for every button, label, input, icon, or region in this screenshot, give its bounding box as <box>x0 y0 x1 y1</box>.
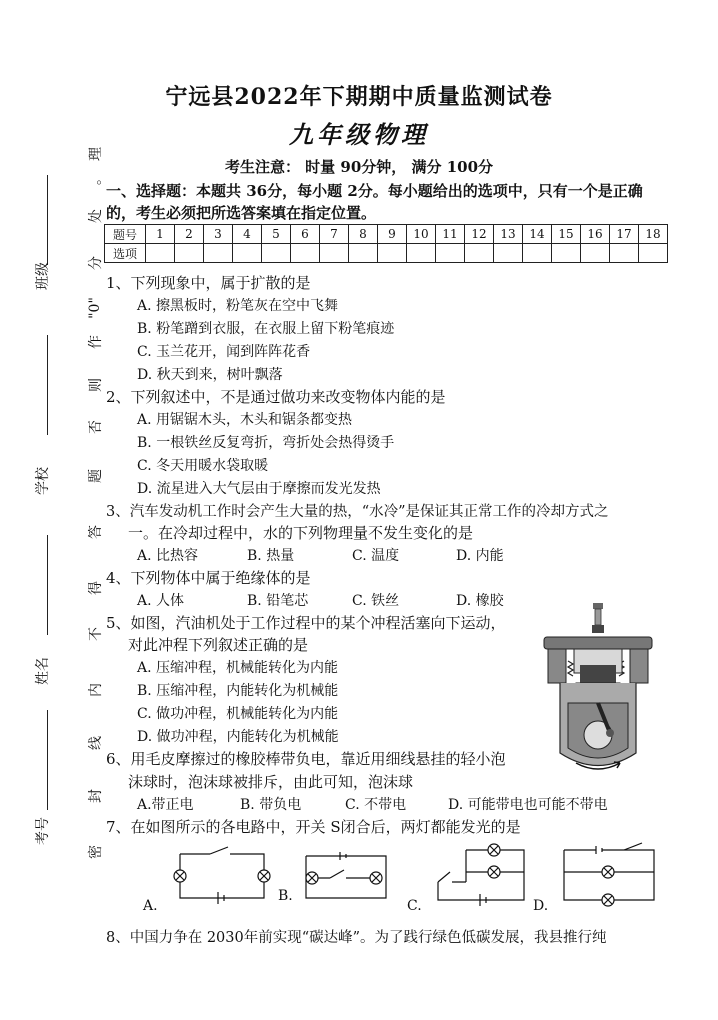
engine-diagram <box>538 603 658 775</box>
row-label: 选项 <box>105 244 146 263</box>
seal-char: 得 <box>88 581 104 595</box>
question-number-cell: 13 <box>494 225 523 244</box>
answer-cell[interactable] <box>233 244 262 263</box>
answer-cell[interactable] <box>146 244 175 263</box>
seal-char: 。 <box>88 171 104 185</box>
answer-cell[interactable] <box>349 244 378 263</box>
option: B. <box>278 888 293 904</box>
binding-line-1 <box>47 175 48 265</box>
answer-cell[interactable] <box>204 244 233 263</box>
circuit-diagram-d <box>558 842 662 908</box>
answer-table <box>104 224 668 263</box>
exam-no-label: 考号 <box>35 817 51 845</box>
option: D. 内能 <box>456 548 504 564</box>
option: B. 带负电 <box>240 797 302 813</box>
answer-cell[interactable] <box>465 244 494 263</box>
question-number-cell: 8 <box>349 225 378 244</box>
question-number-cell: 9 <box>378 225 407 244</box>
option: B. 一根铁丝反复弯折，弯折处会热得烫手 <box>137 435 395 451</box>
question-number-cell: 11 <box>436 225 465 244</box>
option: C. 温度 <box>352 548 400 564</box>
question-stem-cont: 对此冲程下列叙述正确的是 <box>128 636 309 654</box>
answer-cell[interactable] <box>494 244 523 263</box>
question-number-cell: 3 <box>204 225 233 244</box>
question-stem: 7、在如图所示的各电路中，开关 S闭合后，两灯都能发光的是 <box>106 818 521 836</box>
answer-cell[interactable] <box>436 244 465 263</box>
section-heading: 一、选择题：本题共 36分，每小题 2分。每小题给出的选项中，只有一个是正确的，考生必须把所选答案填在指定位置。 <box>106 182 643 222</box>
option: D. 做功冲程，内能转化为机械能 <box>137 729 339 745</box>
answer-cell[interactable] <box>407 244 436 263</box>
question-number-cell: 18 <box>639 225 668 244</box>
option: B. 铅笔芯 <box>247 593 309 609</box>
seal-char: 理 <box>88 147 104 161</box>
seal-char: 分 <box>88 256 104 270</box>
answer-cell[interactable] <box>610 244 639 263</box>
question-stem-cont: 沫球时，泡沫球被排斥，由此可知，泡沫球 <box>128 773 414 791</box>
question-number-cell: 7 <box>320 225 349 244</box>
question-number-cell: 16 <box>581 225 610 244</box>
option: D. 可能带电也可能不带电 <box>448 797 608 813</box>
option: C. 玉兰花开，闻到阵阵花香 <box>137 344 311 360</box>
answer-cell[interactable] <box>320 244 349 263</box>
answer-cell[interactable] <box>291 244 320 263</box>
question-stem: 1、下列现象中，属于扩散的是 <box>106 274 311 292</box>
circuit-diagram-c <box>432 842 532 908</box>
question-stem: 4、下列物体中属于绝缘体的是 <box>106 569 311 587</box>
seal-char: 则 <box>88 378 104 392</box>
question-number-cell: 15 <box>552 225 581 244</box>
option: A. <box>143 898 158 914</box>
answer-cell[interactable] <box>378 244 407 263</box>
question-number-cell: 12 <box>465 225 494 244</box>
option: C. 不带电 <box>345 797 407 813</box>
binding-line-2 <box>47 335 48 435</box>
binding-line-3 <box>47 535 48 635</box>
question-number-cell: 5 <box>262 225 291 244</box>
option: C. 做功冲程，机械能转化为内能 <box>137 706 339 722</box>
seal-char: 处 <box>88 209 104 223</box>
option: A.带正电 <box>137 797 194 813</box>
question-number-cell: 17 <box>610 225 639 244</box>
seal-char: 作 <box>88 335 104 349</box>
option: B. 粉笔蹭到衣服，在衣服上留下粉笔痕迹 <box>137 321 395 337</box>
answer-cell[interactable] <box>639 244 668 263</box>
seal-char: 否 <box>88 420 104 434</box>
seal-char: 线 <box>88 736 104 750</box>
answer-cell[interactable] <box>262 244 291 263</box>
option: B. 热量 <box>247 548 295 564</box>
question-number-cell: 4 <box>233 225 262 244</box>
exam-subtitle: 九年级物理 <box>289 120 429 149</box>
option: A. 擦黑板时，粉笔灰在空中飞舞 <box>137 298 339 314</box>
seal-char: 密 <box>88 845 104 859</box>
question-stem: 2、下列叙述中，不是通过做功来改变物体内能的是 <box>106 388 446 406</box>
question-number-cell: 2 <box>175 225 204 244</box>
seal-char: "0" <box>86 297 103 319</box>
option: A. 人体 <box>137 593 185 609</box>
seal-char: 答 <box>88 525 104 539</box>
spark-plug-icon <box>592 603 604 633</box>
question-number-cell: 6 <box>291 225 320 244</box>
answer-table-number-row <box>105 225 668 244</box>
question-number-cell: 10 <box>407 225 436 244</box>
question-stem: 5、如图，汽油机处于工作过程中的某个冲程活塞向下运动， <box>106 614 506 632</box>
binding-line-4 <box>47 710 48 810</box>
question-stem: 3、汽车发动机工作时会产生大量的热，“水冷”是保证其正常工作的冷却方式之 <box>106 504 609 520</box>
option: C. 冬天用暖水袋取暖 <box>137 458 269 474</box>
option: D. 秋天到来，树叶飘落 <box>137 367 283 383</box>
circuit-diagram-a <box>172 846 272 906</box>
seal-char: 题 <box>88 469 104 483</box>
option: D. <box>533 898 549 914</box>
answer-cell[interactable] <box>581 244 610 263</box>
name-label: 姓名 <box>35 657 51 685</box>
question-stem: 8、中国力争在 2030年前实现“碳达峰”。为了践行绿色低碳发展，我县推行纯 <box>106 930 607 946</box>
seal-char: 内 <box>88 683 104 697</box>
answer-cell[interactable] <box>175 244 204 263</box>
option: D. 橡胶 <box>456 593 504 609</box>
option: D. 流星进入大气层由于摩擦而发光发热 <box>137 481 381 497</box>
exam-title: 宁远县2022年下期期中质量监测试卷 <box>165 84 553 110</box>
option: C. <box>407 898 422 914</box>
option: A. 压缩冲程，机械能转化为内能 <box>137 660 339 676</box>
seal-char: 封 <box>88 789 104 803</box>
answer-cell[interactable] <box>552 244 581 263</box>
row-label: 题号 <box>105 225 146 244</box>
question-stem: 6、用毛皮摩擦过的橡胶棒带负电，靠近用细线悬挂的轻小泡 <box>106 750 506 768</box>
question-number-cell: 14 <box>523 225 552 244</box>
answer-cell[interactable] <box>523 244 552 263</box>
class-label: 班级 <box>35 262 51 290</box>
circuit-diagram-b <box>300 848 392 906</box>
option: B. 压缩冲程，内能转化为机械能 <box>137 683 339 699</box>
option: C. 铁丝 <box>352 593 400 609</box>
question-stem-cont: 一。在冷却过程中，水的下列物理量不发生变化的是 <box>128 524 474 542</box>
option: A. 比热容 <box>137 548 199 564</box>
exam-notice: 考生注意： 时量 90分钟， 满分 100分 <box>224 158 494 176</box>
option: A. 用锯锯木头，木头和锯条都变热 <box>137 412 353 428</box>
school-label: 学校 <box>35 467 51 495</box>
question-number-cell: 1 <box>146 225 175 244</box>
seal-char: 不 <box>88 627 104 641</box>
answer-table-choice-row <box>105 244 668 263</box>
